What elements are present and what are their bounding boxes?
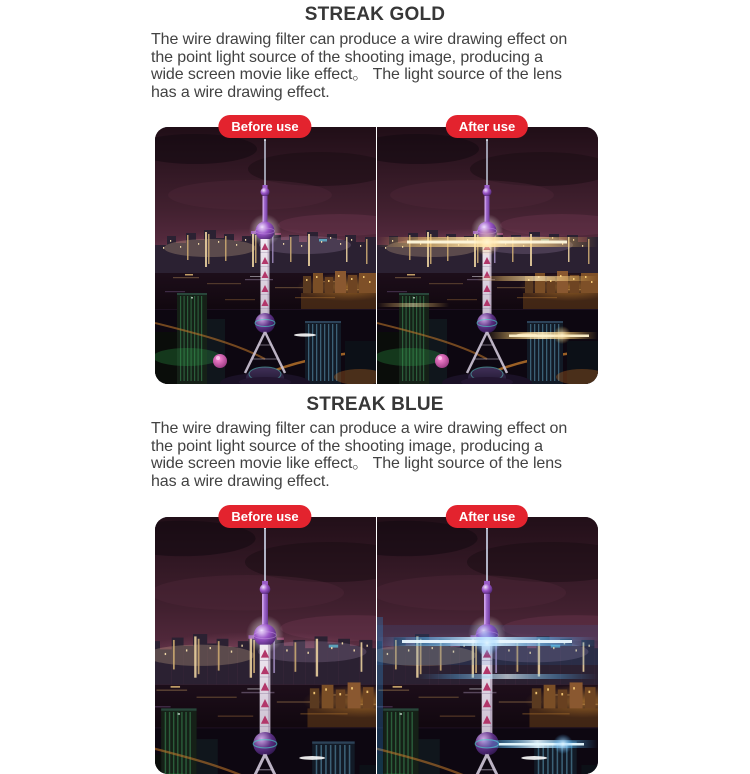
before-use-badge: Before use — [218, 115, 311, 138]
after-use-badge: After use — [446, 115, 528, 138]
night-cityscape-photo-blue-streaks — [377, 517, 598, 774]
comparison-pair-gold — [155, 119, 598, 384]
after-photo-gold — [377, 127, 598, 384]
comparison-pair-blue — [155, 509, 598, 774]
description-line: wide screen movie like effect。 The light source of the lens — [151, 455, 562, 473]
before-photo-gold — [155, 127, 376, 384]
section-title-blue: STREAK BLUE — [306, 394, 444, 415]
night-cityscape-photo — [155, 127, 376, 384]
before-photo-blue — [155, 517, 376, 774]
after-use-badge: After use — [446, 505, 528, 528]
description-line: has a wire drawing effect. — [151, 83, 330, 101]
night-cityscape-photo — [155, 517, 376, 774]
before-use-badge: Before use — [218, 505, 311, 528]
section-title-gold: STREAK GOLD — [304, 4, 446, 25]
description-line: The wire drawing filter can produce a wire drawing effect on — [151, 31, 568, 48]
after-photo-blue — [377, 517, 598, 774]
night-cityscape-photo-gold-streaks — [377, 127, 598, 384]
section-description-blue — [151, 420, 621, 490]
section-description-gold — [151, 31, 621, 101]
description-line: the point light source of the shooting image, producing a — [151, 437, 543, 455]
description-line: The wire drawing filter can produce a wire drawing effect on — [151, 420, 568, 437]
description-line: wide screen movie like effect。 The light source of the lens — [151, 66, 562, 84]
description-line: the point light source of the shooting image, producing a — [151, 48, 543, 66]
description-line: has a wire drawing effect. — [151, 472, 330, 490]
